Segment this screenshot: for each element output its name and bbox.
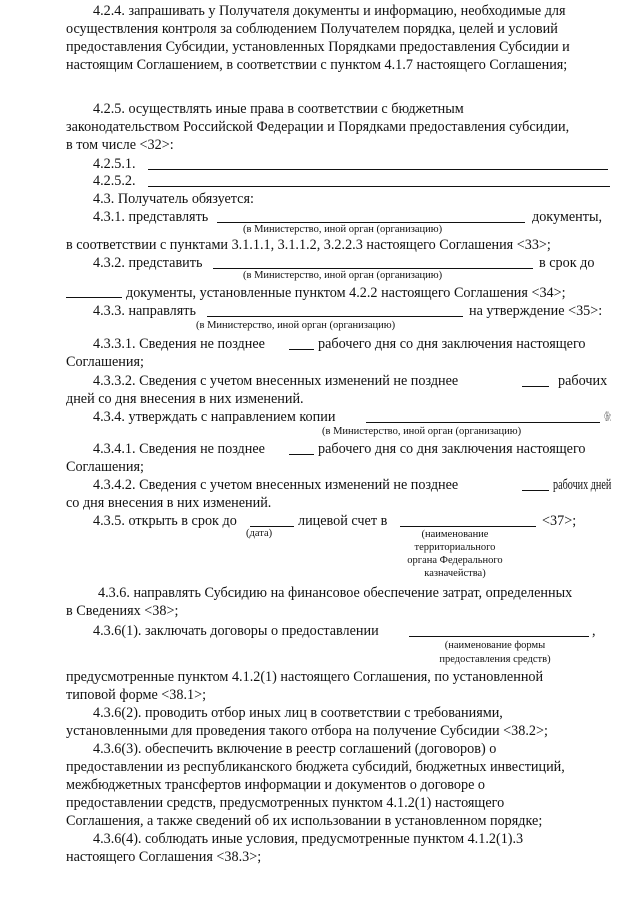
p4341-lead: 4.3.4.1. Сведения не позднее: [93, 441, 265, 457]
p433-hint: (в Министерство, иной орган (организацию): [196, 320, 396, 331]
p4361-line3: типовой форме <38.1>;: [66, 687, 207, 703]
p431-lead: 4.3.1. представлять: [93, 209, 209, 225]
p435-lead: 4.3.5. открыть в срок до: [93, 513, 237, 529]
p435-hint-date: (дата): [246, 528, 273, 539]
p425-line1: 4.2.5. осуществлять иные права в соответствии с бюджетным: [93, 101, 464, 117]
p4331-line2: Соглашения;: [66, 354, 144, 370]
p4332-line2: дней со дня внесения в них изменений.: [66, 391, 304, 407]
p4363-line3: межбюджетных трансфертов информации и документов о договоре о: [66, 777, 486, 793]
p432-tail: в срок до: [539, 255, 595, 271]
p4364-line2: настоящего Соглашения <38.3>;: [66, 849, 262, 865]
p4361-hint-2: предоставления средств): [439, 654, 551, 665]
p4361-lead: 4.3.6(1). заключать договоры о предоставлении: [93, 623, 379, 639]
p4362-line1: 4.3.6(2). проводить отбор иных лиц в соответствии с требованиями,: [93, 705, 503, 721]
p431-hint: (в Министерство, иной орган (организацию): [243, 224, 443, 235]
p432-hint: (в Министерство, иной орган (организацию): [243, 270, 443, 281]
p435-hint-org-4: казначейства): [424, 568, 486, 579]
p435-mid: лицевой счет в: [298, 513, 388, 529]
p4332-lead: 4.3.3.2. Сведения с учетом внесенных изменений не позднее: [93, 373, 459, 389]
p4331-lead: 4.3.3.1. Сведения не позднее: [93, 336, 265, 352]
p4341-blank: [289, 453, 314, 455]
p4361-hint-1: (наименование формы: [444, 640, 546, 651]
p4332-blank: [522, 385, 549, 387]
p435-tail: <37>;: [542, 513, 577, 529]
p431-line2: в соответствии с пунктами 3.1.1.1, 3.1.1.2, 3.2.2.3 настоящего Соглашения <33>;: [66, 237, 551, 253]
p43-heading: 4.3. Получатель обязуется:: [93, 191, 254, 207]
p433-lead: 4.3.3. направлять: [93, 303, 196, 319]
p4252-blank: [148, 185, 610, 187]
p4342-blank: [522, 489, 549, 491]
p4364-line1: 4.3.6(4). соблюдать иные условия, предусмотренные пунктом 4.1.2(1).3: [93, 831, 524, 847]
p424-line3: предоставления Субсидии, установленных Порядками предоставления Субсидии и: [66, 39, 570, 55]
p4361-blank: [409, 635, 589, 637]
p4251-label: 4.2.5.1.: [93, 156, 136, 172]
p4251-blank: [148, 168, 608, 170]
p424-line2: осуществления контроля за соблюдением Получателем порядка, целей и условий: [66, 21, 558, 37]
p436-line2: в Сведениях <38>;: [66, 603, 179, 619]
p4252-label: 4.2.5.2.: [93, 173, 136, 189]
p434-lead: 4.3.4. утверждать с направлением копии: [93, 409, 336, 425]
p4331-blank: [289, 348, 314, 350]
p4362-line2: установленными для проведения такого отбора на получение Субсидии <38.2>;: [66, 723, 548, 739]
p4332-tail: рабочих: [558, 373, 608, 389]
p435-org-blank: [400, 525, 536, 527]
p425-line2: законодательством Российской Федерации и Порядками предоставления субсидии,: [66, 119, 570, 135]
p431-tail: документы,: [532, 209, 603, 225]
p434-blank: [366, 421, 600, 423]
p4363-line1: 4.3.6(3). обеспечить включение в реестр соглашений (договоров) о: [93, 741, 497, 757]
p4361-line2: предусмотренные пунктом 4.1.2(1) настоящего Соглашения, по установленной: [66, 669, 544, 685]
p4361-tail: ,: [592, 623, 596, 639]
p432-lead: 4.3.2. представить: [93, 255, 203, 271]
p434-tail: <36>:: [604, 409, 612, 425]
p435-hint-org-3: органа Федерального: [407, 555, 503, 566]
p424-line1: 4.2.4. запрашивать у Получателя документы и информацию, необходимые для: [93, 3, 566, 19]
p4341-line2: Соглашения;: [66, 459, 144, 475]
p436-line1: 4.3.6. направлять Субсидию на финансовое обеспечение затрат, определенных: [98, 585, 573, 601]
p4363-line2: предоставлении из республиканского бюджета субсидий, бюджетных инвестиций,: [66, 759, 565, 775]
p434-hint: (в Министерство, иной орган (организацию): [322, 426, 522, 437]
p433-tail: на утверждение <35>:: [469, 303, 603, 319]
p4331-tail: рабочего дня со дня заключения настоящего: [318, 336, 586, 352]
p4342-tail: рабочих дней: [553, 477, 612, 493]
p433-blank: [207, 315, 463, 317]
p4342-line2: со дня внесения в них изменений.: [66, 495, 272, 511]
p432-date-blank: [66, 296, 122, 298]
p424-line4: настоящим Соглашением, в соответствии с пунктом 4.1.7 настоящего Соглашения;: [66, 57, 568, 73]
p4342-lead: 4.3.4.2. Сведения с учетом внесенных изменений не позднее: [93, 477, 459, 493]
p4363-line5: Соглашения, а также сведений об их использовании в установленном порядке;: [66, 813, 543, 829]
p4363-line4: предоставлении средств, предусмотренных пунктом 4.1.2(1) настоящего: [66, 795, 505, 811]
p435-hint-org-1: (наименование: [421, 529, 489, 540]
p435-hint-org-2: территориального: [414, 542, 496, 553]
p432-line2: документы, установленные пунктом 4.2.2 настоящего Соглашения <34>;: [126, 285, 566, 301]
p425-line3: в том числе <32>:: [66, 137, 174, 153]
p4341-tail: рабочего дня со дня заключения настоящего: [318, 441, 586, 457]
